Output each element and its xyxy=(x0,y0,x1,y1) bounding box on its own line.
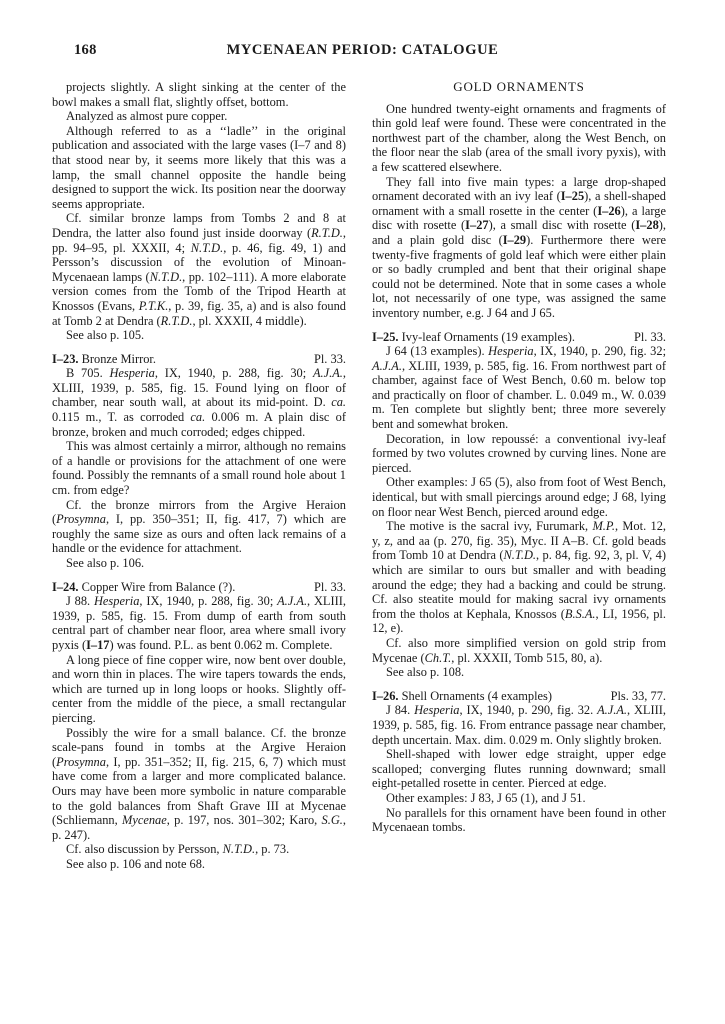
catalogue-entry-heading xyxy=(372,330,666,345)
paragraph: This was almost certainly a mirror, although no remains of a handle or provisions for the attachment of one were found. Possibly the remnants of a small round hole about 1 cm. from edge? xyxy=(52,439,346,498)
paragraph: Cf. also discussion by Persson, N.T.D., p. 73. xyxy=(66,842,290,857)
paragraph: Shell-shaped with lower edge straight, upper edge scalloped; converging flutes running downward; small eight-petalled rosette in center. Pierced at edge. xyxy=(372,747,666,791)
section-title: GOLD ORNAMENTS xyxy=(453,79,585,94)
paragraph: Decoration, in low repoussé: a conventional ivy-leaf formed by two volutes crowned by curving lines. None are pierced. xyxy=(372,431,666,475)
running-head: MYCENAEAN PERIOD: CATALOGUE xyxy=(226,42,499,58)
paragraph: Cf. also more simplified version on gold strip from Mycenae (Ch.T., pl. XXXII, Tomb 515, 80, a). xyxy=(372,635,666,665)
paragraph: B 705. Hesperia, IX, 1940, p. 288, fig. 30; A.J.A., XLIII, 1939, p. 585, fig. 15. Found lying on floor of chamber, near south wall, at about its mid-point. D. ca. 0.115 m., T. as corroded ca. 0.006 m. A plain disc of bronze, broken and much corroded; edges chipped. xyxy=(52,366,346,439)
right-column xyxy=(372,80,666,835)
plate-reference: Pl. 33. xyxy=(313,351,346,366)
page-header xyxy=(52,42,673,68)
paragraph: See also p. 106. xyxy=(66,556,145,570)
plate-reference: Pl. 33. xyxy=(313,579,346,594)
entry-title: Copper Wire from Balance (?). xyxy=(81,579,236,594)
entry-title: Shell Ornaments (4 examples) xyxy=(401,688,552,703)
paragraph: Cf. the bronze mirrors from the Argive Heraion (Prosymna, I, pp. 350–351; II, fig. 417, 7) which are roughly the same size as ours and often lack remains of a handle or the evidence for attachment. xyxy=(52,497,346,556)
two-column-body xyxy=(52,80,673,871)
left-column xyxy=(52,80,346,871)
page-number: 168 xyxy=(74,42,97,58)
paragraph: J 64 (13 examples). Hesperia, IX, 1940, p. 290, fig. 32; A.J.A., XLIII, 1939, p. 585, fig. 16. From northwest part of chamber, against face of West Bench, 0.60 m. below top and practically on floor of chamber. L. 0.049 m., W. 0.039 m. Ten complete but slightly bent; three more severely bent and somewhat broken. xyxy=(372,344,667,432)
paragraph: The motive is the sacral ivy, Furumark, M.P., Mot. 12, y, z, and aa (p. 270, fig. 35), Myc. II A–B. Cf. gold beads from Tomb 10 at Dendra (N.T.D., p. 84, fig. 92, 3, pl. V, 4) which are similar to ours but smaller and with beading around the edge; they had a backing and could be strung. Cf. also steatite mould for making sacral ivy ornaments from the tholos at Kephala, Knossos (B.S.A., LI, 1956, pl. 12, e). xyxy=(372,519,666,636)
catalogue-entry-heading xyxy=(52,352,346,367)
paragraph: No parallels for this ornament have been found in other Mycenaean tombs. xyxy=(372,805,666,835)
paragraph: J 84. Hesperia, IX, 1940, p. 290, fig. 32. A.J.A., XLIII, 1939, p. 585, fig. 16. From entrance passage near chamber, depth uncertain. Max. dim. 0.029 m. Only slightly broken. xyxy=(372,703,666,747)
paragraph: Cf. similar bronze lamps from Tombs 2 and 8 at Dendra, the latter also found just inside doorway (R.T.D., pp. 94–95, pl. XXXII, 4; N.T.D., p. 46, fig. 49, 1) and Persson’s discussion of the evolution of Minoan-Mycenaean lamps (N.T.D., pp. 102–111). A more elaborate version comes from the Tomb of the Tripod Hearth at Knossos (Evans, P.T.K., p. 39, fig. 35, a) and is also found at Tomb 2 at Dendra (R.T.D., pl. XXXII, 4 middle). xyxy=(52,211,347,328)
entry-title: Ivy-leaf Ornaments (19 examples). xyxy=(401,329,576,344)
entry-label: I–25. xyxy=(372,329,399,344)
paragraph: See also p. 108. xyxy=(386,665,465,680)
paragraph: Possibly the wire for a small balance. Cf. the bronze scale-pans found in tombs at the Argive Heraion (Prosymna, I, pp. 351–352; II, fig. 215, 6, 7) which must have come from a larger and more complicated balance. Ours may have been more symbolic in nature comparable to the gold balances from Shaft Grave III at Mycenae (Schliemann, Mycenae, p. 197, nos. 301–302; Karo, S.G., p. 247). xyxy=(52,725,346,842)
entry-title: Bronze Mirror. xyxy=(81,351,156,366)
paragraph: Analyzed as almost pure copper. xyxy=(66,109,228,124)
entry-label: I–23. xyxy=(52,351,79,366)
paragraph: See also p. 106 and note 68. xyxy=(66,856,206,871)
paragraph: Although referred to as a ‘‘ladle’’ in the original publication and associated with the large vases (I–7 and 8) that stood near by, it seems more likely that this was a lamp, the small channel opposite the handle being designed to support the wick. Its position near the doorway seems appropriate. xyxy=(52,123,346,211)
paragraph: They fall into five main types: a large drop-shaped ornament decorated with an ivy leaf (I–25), a shell-shaped ornament with a small rosette in the center (I–26), a large disc with rosette (I–27), a small disc with rosette (I–28), and a plain gold disc (I–29). Furthermore there were twenty-five fragments of gold leaf which were either plain or so badly crumpled and bent that their original shape could not be determined. Note that in some cases a whole lot, not necessarily of one type, was assigned the same inventory number, e.g. J 64 and J 65. xyxy=(372,174,667,320)
plate-reference: Pl. 33. xyxy=(633,329,666,344)
paragraph: J 88. Hesperia, IX, 1940, p. 288, fig. 30; A.J.A., XLIII, 1939, p. 585, fig. 15. From dump of earth from south central part of chamber near floor, area where small ivory pyxis (I–17) was found. P.L. as bent 0.062 m. Complete. xyxy=(52,594,346,652)
paragraph: See also p. 105. xyxy=(66,328,145,343)
paragraph: A long piece of fine copper wire, now bent over double, and worn thin in places. The wire tapers towards the ends, which are turned up in long loops or hooks. Slightly off-center from the middle of the piece, a small rectangular piercing. xyxy=(52,652,346,725)
entry-label: I–26. xyxy=(372,688,399,703)
paragraph: projects slightly. A slight sinking at the center of the bowl makes a small flat, slightly offset, bottom. xyxy=(52,80,346,109)
entry-label: I–24. xyxy=(52,579,79,594)
paragraph: Other examples: J 83, J 65 (1), and J 51. xyxy=(386,790,586,805)
catalogue-entry-heading xyxy=(52,580,346,595)
paragraph: One hundred twenty-eight ornaments and fragments of thin gold leaf were found. These were concentrated in the northwest part of the chamber, along the West Bench, on the floor near the slab (area of the small ivory pyxis), with a few scattered elsewhere. xyxy=(372,101,666,174)
plate-reference: Pls. 33, 77. xyxy=(610,688,666,703)
paragraph: Other examples: J 65 (5), also from foot of West Bench, identical, but with small piercings around edge; J 68, lying on floor near West Bench, pierced around edge. xyxy=(372,475,666,519)
catalogue-entry-heading xyxy=(372,689,666,704)
